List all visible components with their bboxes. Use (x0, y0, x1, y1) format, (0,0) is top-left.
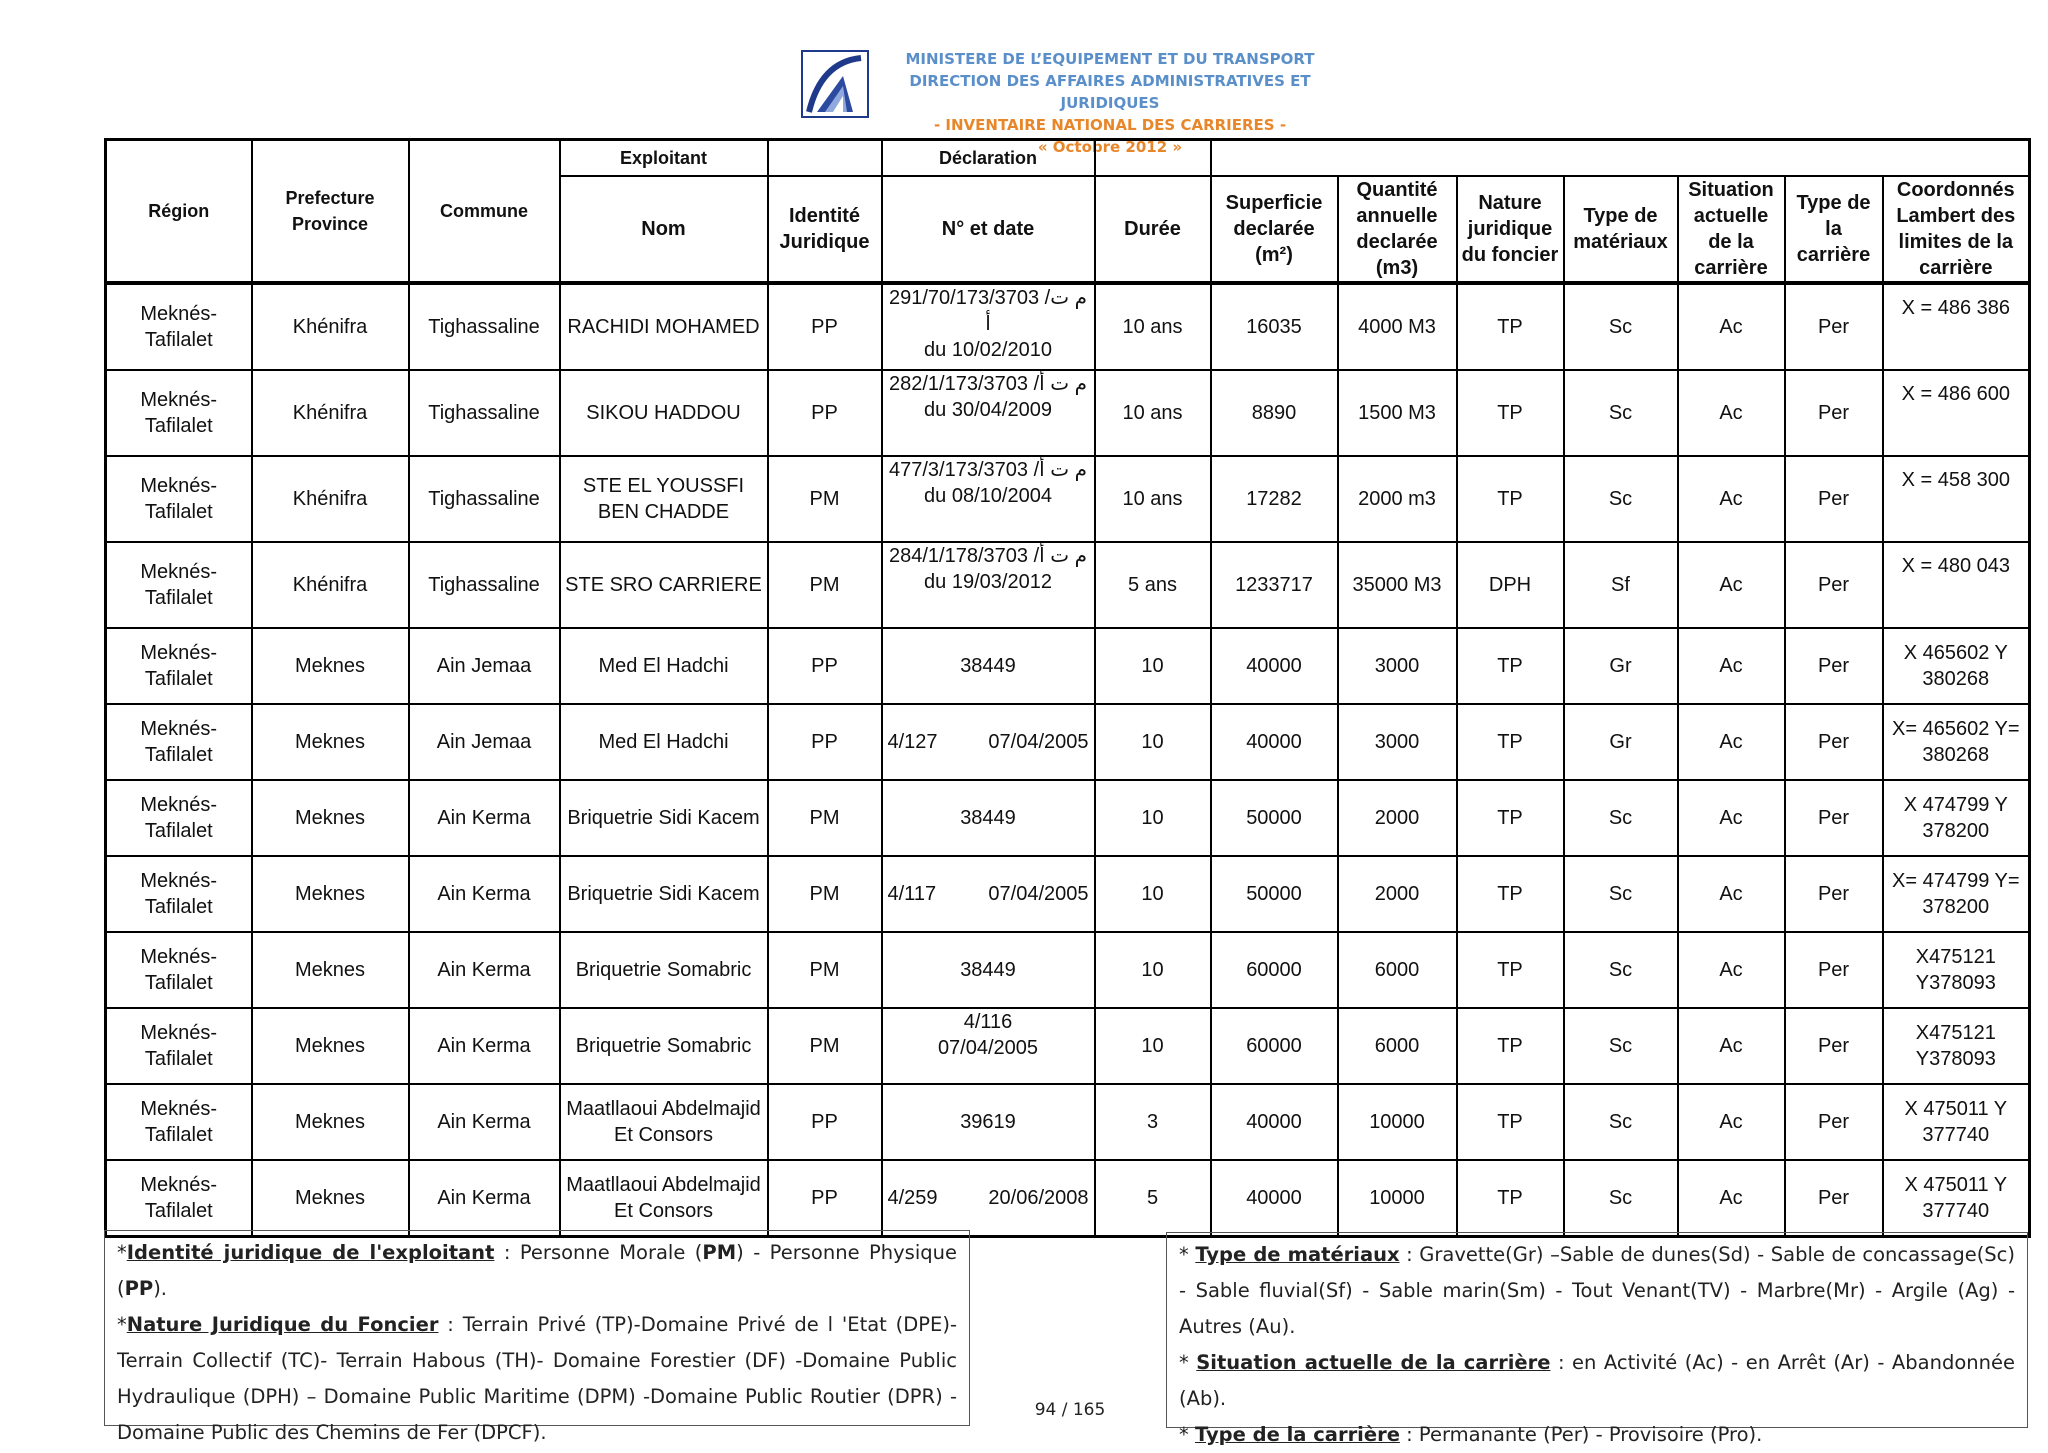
col-commune: Commune (409, 140, 560, 284)
cell-declaration (882, 704, 1095, 780)
cell-type-materiaux: Gr (1564, 704, 1678, 780)
cell-commune: Tighassaline (409, 456, 560, 542)
cell-coordonnees: X 465602 Y 380268 (1883, 628, 2030, 704)
cell-prefecture: Meknes (252, 856, 409, 932)
col-prefecture: Prefecture Province (252, 140, 409, 284)
cell-type-carriere: Per (1785, 704, 1883, 780)
group-declaration: Déclaration (882, 140, 1095, 177)
cell-nature: DPH (1457, 542, 1564, 628)
cell-type-materiaux: Sc (1564, 1008, 1678, 1084)
cell-type-carriere: Per (1785, 542, 1883, 628)
cell-prefecture: Meknes (252, 1084, 409, 1160)
decl-number: 39619 (960, 1111, 1016, 1133)
quarry-inventory-table (104, 138, 2031, 1238)
ministry-logo-icon (801, 50, 869, 118)
cell-commune: Ain Kerma (409, 1008, 560, 1084)
cell-superficie: 40000 (1211, 628, 1338, 704)
decl-number: 291/70/173/3703 /م ت أ (888, 287, 1088, 335)
cell-region: Meknés-Tafilalet (106, 856, 252, 932)
cell-commune: Ain Jemaa (409, 628, 560, 704)
cell-situation: Ac (1678, 628, 1785, 704)
cell-quantite: 3000 (1338, 628, 1457, 704)
cell-prefecture: Meknes (252, 704, 409, 780)
cell-coordonnees: X = 486 386 (1883, 283, 2030, 370)
cell-type-materiaux: Sc (1564, 370, 1678, 456)
col-quantite: Quantité annuelle declarée (m3) (1338, 176, 1457, 283)
cell-commune: Ain Kerma (409, 780, 560, 856)
cell-superficie: 8890 (1211, 370, 1338, 456)
cell-identite: PP (768, 283, 882, 370)
col-nature: Nature juridique du foncier (1457, 176, 1564, 283)
col-identite: Identité Juridique (768, 176, 882, 283)
cell-coordonnees: X 474799 Y 378200 (1883, 780, 2030, 856)
cell-nature: TP (1457, 932, 1564, 1008)
cell-nom: Maatllaoui Abdelmajid Et Consors (560, 1084, 768, 1160)
table-row (106, 542, 2030, 628)
cell-region: Meknés-Tafilalet (106, 370, 252, 456)
decl-number: 4/259 (887, 1187, 938, 1209)
cell-situation: Ac (1678, 542, 1785, 628)
cell-declaration (882, 628, 1095, 704)
cell-declaration (882, 780, 1095, 856)
col-numero: N° et date (882, 176, 1095, 283)
cell-type-carriere: Per (1785, 370, 1883, 456)
cell-commune: Ain Kerma (409, 932, 560, 1008)
cell-identite: PP (768, 1160, 882, 1237)
cell-identite: PM (768, 856, 882, 932)
table-row (106, 370, 2030, 456)
cell-situation: Ac (1678, 283, 1785, 370)
table-row (106, 1008, 2030, 1084)
col-type-carriere: Type de la carrière (1785, 176, 1883, 283)
cell-duree: 3 (1095, 1084, 1211, 1160)
decl-number: 4/127 (887, 731, 938, 753)
cell-nature: TP (1457, 456, 1564, 542)
cell-coordonnees: X 475011 Y 377740 (1883, 1084, 2030, 1160)
cell-coordonnees: X= 465602 Y= 380268 (1883, 704, 2030, 780)
col-superficie: Superficie declarée (m²) (1211, 176, 1338, 283)
cell-nom: RACHIDI MOHAMED (560, 283, 768, 370)
decl-date: du 08/10/2004 (924, 485, 1052, 507)
cell-duree: 10 ans (1095, 283, 1211, 370)
cell-nature: TP (1457, 780, 1564, 856)
cell-situation: Ac (1678, 704, 1785, 780)
cell-situation: Ac (1678, 1160, 1785, 1237)
cell-region: Meknés-Tafilalet (106, 628, 252, 704)
cell-identite: PP (768, 1084, 882, 1160)
cell-nom: Briquetrie Somabric (560, 1008, 768, 1084)
cell-situation: Ac (1678, 456, 1785, 542)
cell-superficie: 50000 (1211, 780, 1338, 856)
table-row (106, 704, 2030, 780)
cell-identite: PP (768, 704, 882, 780)
cell-coordonnees: X = 480 043 (1883, 542, 2030, 628)
cell-declaration (882, 1008, 1095, 1084)
cell-region: Meknés-Tafilalet (106, 456, 252, 542)
cell-type-carriere: Per (1785, 856, 1883, 932)
cell-nom: Briquetrie Sidi Kacem (560, 856, 768, 932)
decl-date: 07/04/2005 (988, 883, 1089, 905)
cell-nom: STE SRO CARRIERE (560, 542, 768, 628)
legend-identite: *Identité juridique de l'exploitant : Personne Morale (PM) - Personne Physique (PP). (117, 1241, 957, 1300)
cell-quantite: 10000 (1338, 1160, 1457, 1237)
cell-situation: Ac (1678, 932, 1785, 1008)
header-direction: DIRECTION DES AFFAIRES ADMINISTRATIVES ET JURIDIQUES (909, 72, 1311, 112)
cell-type-carriere: Per (1785, 283, 1883, 370)
legend-type-carriere: * Type de la carrière : Permanante (Per) - Provisoire (Pro). (1179, 1423, 1763, 1446)
cell-coordonnees: X475121 Y378093 (1883, 932, 2030, 1008)
cell-nature: TP (1457, 1084, 1564, 1160)
group-blank-1 (768, 140, 882, 177)
cell-declaration (882, 542, 1095, 628)
cell-type-materiaux: Gr (1564, 628, 1678, 704)
cell-situation: Ac (1678, 856, 1785, 932)
legend-type-materiaux: * Type de matériaux : Gravette(Gr) –Sable de dunes(Sd) - Sable de concassage(Sc) - Sable fluvial(Sf) - Sable marin(Sm) - Tout Venant(TV) - Marbre(Mr) - Argile (Ag) - Autres (Au). (1179, 1243, 2016, 1338)
cell-declaration (882, 932, 1095, 1008)
cell-type-materiaux: Sc (1564, 1160, 1678, 1237)
cell-situation: Ac (1678, 780, 1785, 856)
cell-duree: 10 (1095, 704, 1211, 780)
cell-duree: 10 ans (1095, 370, 1211, 456)
legend-right (1166, 1232, 2028, 1446)
col-coordonnees: Coordonnés Lambert des limites de la carrière (1883, 176, 2030, 283)
cell-type-materiaux: Sc (1564, 932, 1678, 1008)
cell-region: Meknés-Tafilalet (106, 283, 252, 370)
cell-nom: Briquetrie Sidi Kacem (560, 780, 768, 856)
cell-nature: TP (1457, 704, 1564, 780)
cell-coordonnees: X 475011 Y 377740 (1883, 1160, 2030, 1237)
col-situation: Situation actuelle de la carrière (1678, 176, 1785, 283)
cell-nom: SIKOU HADDOU (560, 370, 768, 456)
decl-number: 477/3/173/3703 /م ت أ (888, 459, 1088, 481)
cell-declaration (882, 856, 1095, 932)
cell-prefecture: Meknes (252, 1008, 409, 1084)
cell-declaration (882, 1084, 1095, 1160)
cell-declaration (882, 370, 1095, 456)
group-header-row (106, 140, 2030, 177)
cell-duree: 10 (1095, 1008, 1211, 1084)
cell-commune: Ain Kerma (409, 1084, 560, 1160)
cell-nom: STE EL YOUSSFI BEN CHADDE (560, 456, 768, 542)
decl-date: du 19/03/2012 (924, 571, 1052, 593)
cell-superficie: 16035 (1211, 283, 1338, 370)
cell-region: Meknés-Tafilalet (106, 542, 252, 628)
decl-number: 284/1/178/3703 /م ت أ (888, 545, 1088, 567)
cell-nom: Briquetrie Somabric (560, 932, 768, 1008)
cell-type-materiaux: Sc (1564, 456, 1678, 542)
cell-situation: Ac (1678, 1008, 1785, 1084)
header-inventory: - INVENTAIRE NATIONAL DES CARRIERES - (933, 116, 1287, 134)
cell-nature: TP (1457, 1008, 1564, 1084)
cell-situation: Ac (1678, 1084, 1785, 1160)
decl-date: 07/04/2005 (988, 731, 1089, 753)
cell-duree: 10 (1095, 628, 1211, 704)
cell-identite: PM (768, 542, 882, 628)
cell-nom: Med El Hadchi (560, 628, 768, 704)
cell-declaration (882, 456, 1095, 542)
header-date: « Octobre 2012 » (1037, 138, 1183, 156)
cell-commune: Ain Kerma (409, 856, 560, 932)
decl-number: 38449 (960, 807, 1016, 829)
cell-identite: PM (768, 932, 882, 1008)
legend-left (104, 1230, 970, 1444)
cell-type-carriere: Per (1785, 1084, 1883, 1160)
cell-identite: PM (768, 1008, 882, 1084)
group-blank-3 (1211, 140, 2030, 177)
cell-type-carriere: Per (1785, 1008, 1883, 1084)
cell-coordonnees: X= 474799 Y= 378200 (1883, 856, 2030, 932)
cell-nature: TP (1457, 1160, 1564, 1237)
cell-type-materiaux: Sc (1564, 283, 1678, 370)
cell-commune: Tighassaline (409, 542, 560, 628)
cell-type-materiaux: Sc (1564, 780, 1678, 856)
cell-identite: PP (768, 628, 882, 704)
cell-prefecture: Meknes (252, 628, 409, 704)
cell-type-carriere: Per (1785, 1160, 1883, 1237)
cell-prefecture: Khénifra (252, 542, 409, 628)
decl-number: 38449 (960, 959, 1016, 981)
decl-number: 38449 (960, 655, 1016, 677)
cell-quantite: 4000 M3 (1338, 283, 1457, 370)
cell-region: Meknés-Tafilalet (106, 1084, 252, 1160)
cell-type-carriere: Per (1785, 780, 1883, 856)
cell-duree: 5 (1095, 1160, 1211, 1237)
cell-duree: 10 (1095, 780, 1211, 856)
cell-superficie: 60000 (1211, 932, 1338, 1008)
cell-identite: PM (768, 456, 882, 542)
cell-type-carriere: Per (1785, 456, 1883, 542)
cell-superficie: 40000 (1211, 704, 1338, 780)
cell-superficie: 1233717 (1211, 542, 1338, 628)
cell-nature: TP (1457, 370, 1564, 456)
cell-region: Meknés-Tafilalet (106, 704, 252, 780)
cell-quantite: 1500 M3 (1338, 370, 1457, 456)
cell-quantite: 2000 (1338, 780, 1457, 856)
cell-identite: PP (768, 370, 882, 456)
table-row (106, 1084, 2030, 1160)
cell-coordonnees: X = 458 300 (1883, 456, 2030, 542)
cell-superficie: 40000 (1211, 1084, 1338, 1160)
group-exploitant: Exploitant (560, 140, 768, 177)
cell-duree: 5 ans (1095, 542, 1211, 628)
cell-type-materiaux: Sc (1564, 856, 1678, 932)
cell-prefecture: Khénifra (252, 370, 409, 456)
group-blank-2 (1095, 140, 1211, 177)
cell-commune: Tighassaline (409, 283, 560, 370)
cell-region: Meknés-Tafilalet (106, 1008, 252, 1084)
table-row (106, 628, 2030, 704)
cell-coordonnees: X = 486 600 (1883, 370, 2030, 456)
cell-superficie: 50000 (1211, 856, 1338, 932)
cell-prefecture: Meknes (252, 932, 409, 1008)
cell-duree: 10 (1095, 856, 1211, 932)
cell-superficie: 17282 (1211, 456, 1338, 542)
decl-number: 4/116 (963, 1011, 1013, 1033)
cell-quantite: 3000 (1338, 704, 1457, 780)
decl-date: du 10/02/2010 (924, 339, 1052, 361)
cell-nom: Maatllaoui Abdelmajid Et Consors (560, 1160, 768, 1237)
cell-quantite: 6000 (1338, 932, 1457, 1008)
col-nom: Nom (560, 176, 768, 283)
cell-commune: Tighassaline (409, 370, 560, 456)
col-duree: Durée (1095, 176, 1211, 283)
legend-situation: * Situation actuelle de la carrière : en Activité (Ac) - en Arrêt (Ar) - Abandonnée (Ab). (1179, 1351, 2015, 1410)
cell-superficie: 60000 (1211, 1008, 1338, 1084)
table-row (106, 856, 2030, 932)
table-row (106, 456, 2030, 542)
cell-region: Meknés-Tafilalet (106, 1160, 252, 1237)
legend-nature: *Nature Juridique du Foncier : Terrain Privé (TP)-Domaine Privé de l 'Etat (DPE)- Terrain Collectif (TC)- Terrain Habous (TH)- Domaine Forestier (DF) -Domaine Public Hydraulique (DPH) – Domaine Public Maritime (DPM) -Domaine Public Routier (DPR) - Domaine Public des Chemins de Fer (DPCF). (117, 1313, 958, 1444)
cell-quantite: 35000 M3 (1338, 542, 1457, 628)
col-type-materiaux: Type de matériaux (1564, 176, 1678, 283)
table-row (106, 1160, 2030, 1237)
table-row (106, 932, 2030, 1008)
cell-quantite: 2000 (1338, 856, 1457, 932)
cell-nature: TP (1457, 283, 1564, 370)
cell-nom: Med El Hadchi (560, 704, 768, 780)
decl-date: 07/04/2005 (937, 1037, 1039, 1059)
header-ministry: MINISTERE DE L’EQUIPEMENT ET DU TRANSPORT (905, 50, 1315, 68)
cell-declaration (882, 283, 1095, 370)
cell-quantite: 6000 (1338, 1008, 1457, 1084)
cell-region: Meknés-Tafilalet (106, 932, 252, 1008)
cell-coordonnees: X475121 Y378093 (1883, 1008, 2030, 1084)
cell-superficie: 40000 (1211, 1160, 1338, 1237)
cell-quantite: 10000 (1338, 1084, 1457, 1160)
decl-number: 282/1/173/3703 /م ت أ (888, 373, 1088, 395)
cell-nature: TP (1457, 856, 1564, 932)
cell-prefecture: Khénifra (252, 283, 409, 370)
cell-prefecture: Meknes (252, 780, 409, 856)
cell-duree: 10 ans (1095, 456, 1211, 542)
decl-number: 4/117 (887, 883, 937, 905)
decl-date: 20/06/2008 (988, 1187, 1089, 1209)
cell-prefecture: Khénifra (252, 456, 409, 542)
cell-prefecture: Meknes (252, 1160, 409, 1237)
cell-type-carriere: Per (1785, 628, 1883, 704)
cell-nature: TP (1457, 628, 1564, 704)
cell-quantite: 2000 m3 (1338, 456, 1457, 542)
cell-type-materiaux: Sf (1564, 542, 1678, 628)
cell-region: Meknés-Tafilalet (106, 780, 252, 856)
cell-duree: 10 (1095, 932, 1211, 1008)
cell-type-materiaux: Sc (1564, 1084, 1678, 1160)
page-number: 94 / 165 (1034, 1400, 1106, 1420)
decl-date: du 30/04/2009 (924, 399, 1052, 421)
cell-commune: Ain Kerma (409, 1160, 560, 1237)
table-row (106, 283, 2030, 370)
cell-declaration (882, 1160, 1095, 1237)
cell-identite: PM (768, 780, 882, 856)
cell-situation: Ac (1678, 370, 1785, 456)
table-row (106, 780, 2030, 856)
cell-commune: Ain Jemaa (409, 704, 560, 780)
cell-type-carriere: Per (1785, 932, 1883, 1008)
col-region: Région (106, 140, 252, 284)
